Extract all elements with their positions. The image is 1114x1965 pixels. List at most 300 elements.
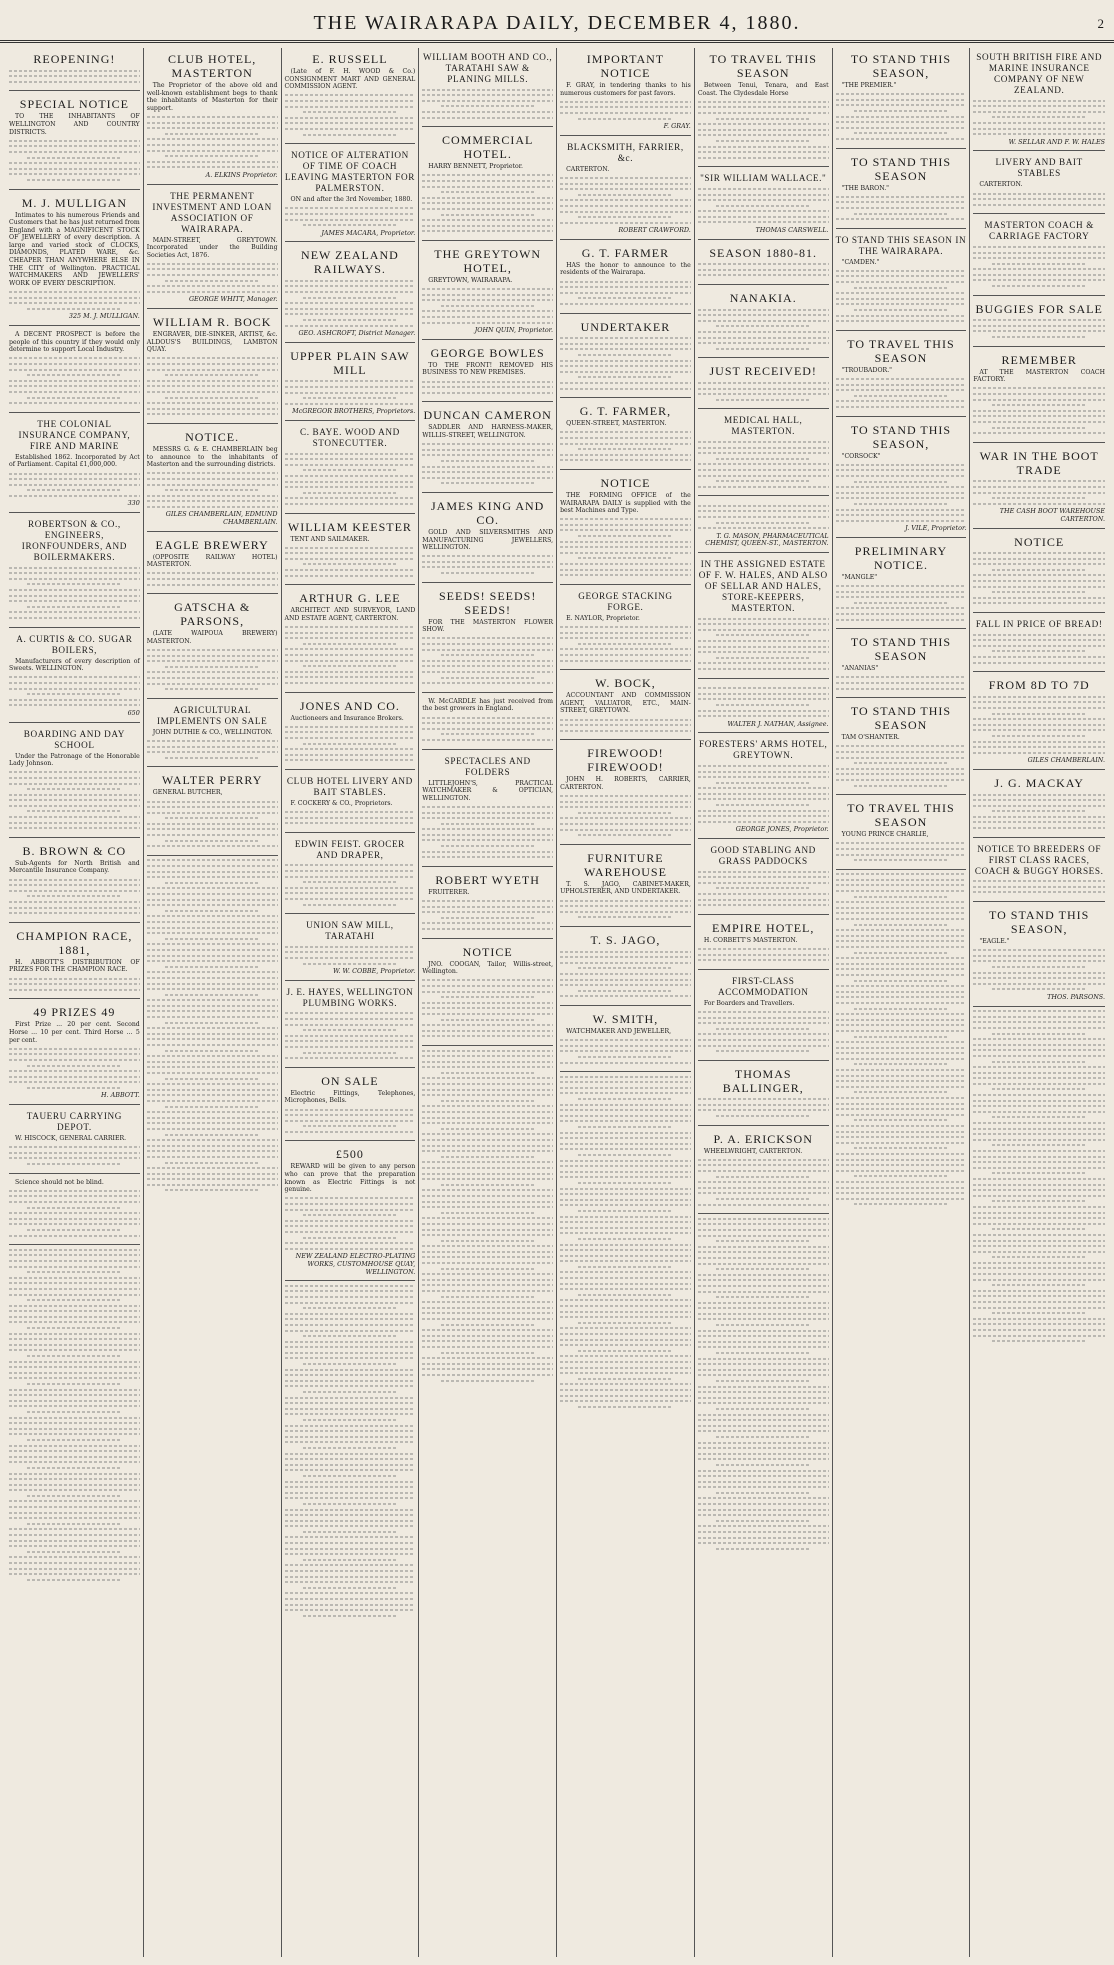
ad-body: MAIN-STREET, GREYTOWN. Incorporated under the Building Societies Act, 1876. (146, 236, 278, 259)
column-8 (970, 48, 1108, 1957)
ad-body: Intimates to his numerous Friends and Customers that he has just returned from England with a MAGNIFICENT STOCK OF JEWELLERY of every description. A large and varied stock of CLOCKS, DIAMONDS, PLATED WARE, &c. CHEAPER THAN ANYWHERE ELSE IN THE CITY of Wellington. PRACTICAL WATCHMAKERS AND JEWELLERS' WORK OF EVERY DESCRIPTION. (9, 211, 140, 287)
ad-heading: BOARDING AND DAY SCHOOL (23, 728, 125, 750)
advertisement (9, 925, 140, 1000)
ad-signature: GEO. ASHCROFT, District Manager. (298, 329, 416, 338)
ad-small-print (698, 441, 829, 488)
ad-small-print (973, 880, 1105, 893)
advertisement (147, 311, 278, 424)
ad-small-print (560, 900, 691, 919)
advertisement (560, 138, 691, 240)
ad-body: JOHN H. ROBERTS, CARRIER, CARTERTON. (560, 776, 691, 791)
advertisement (147, 187, 278, 310)
ad-body: JNO. COOGAN, Tailor, Willis-street, Wellington. (422, 960, 554, 976)
ad-heading: TO STAND THIS SEASON, (989, 908, 1090, 937)
ad-heading: LIVERY AND BAIT STABLES (995, 157, 1083, 179)
advertisement (285, 835, 416, 914)
ad-small-print (285, 547, 416, 577)
ad-heading: FIRST-CLASS ACCOMMODATION (717, 975, 809, 997)
ad-heading: W. SMITH, (592, 1011, 659, 1026)
advertisement (9, 415, 140, 513)
ad-small-print (422, 443, 553, 484)
ad-signature: JOHN QUIN, Proprietor. (474, 326, 554, 335)
advertisement (973, 298, 1105, 347)
ad-small-print (698, 1159, 829, 1206)
ad-small-print (147, 572, 278, 585)
ad-body: Manufacturers of every description of Sweets. WELLINGTON. (9, 657, 140, 673)
advertisement (147, 596, 278, 699)
ad-small-print (285, 626, 416, 684)
ad-heading: BUGGIES FOR SALE (975, 301, 1103, 316)
ad-small-print (147, 263, 278, 293)
advertisement (422, 495, 553, 583)
column-filler (9, 1249, 140, 1581)
ad-body: LITTLEJOHN'S, PRACTICAL WATCHMAKER & OPTICIAN, WELLINGTON. (422, 779, 554, 802)
ad-small-print (285, 1109, 416, 1133)
ad-small-print (422, 637, 553, 684)
ad-small-print (285, 1197, 416, 1249)
column-filler (836, 873, 967, 1205)
ad-heading: FALL IN PRICE OF BREAD! (975, 619, 1103, 630)
advertisement (836, 700, 967, 795)
ad-signature: W. SELLAR AND F. W. HALES (1008, 137, 1105, 146)
ad-signature: McGREGOR BROTHERS, Proprietors. (292, 407, 416, 416)
ad-signature: THOS. PARSONS. (1047, 992, 1105, 1001)
ad-body: ARCHITECT AND SURVEYOR, LAND AND ESTATE AGENT, CARTERTON. (284, 607, 416, 622)
ad-heading: MASTERTON COACH & CARRIAGE FACTORY (984, 220, 1094, 242)
ad-body: AT THE MASTERTON COACH FACTORY. (973, 368, 1105, 384)
ad-small-print (422, 381, 553, 394)
advertisement (698, 498, 829, 553)
ad-body: CARTERTON. (979, 181, 1023, 189)
advertisement (698, 1063, 829, 1126)
ad-body: "EAGLE." (979, 938, 1010, 946)
advertisement (973, 840, 1105, 902)
ad-heading: NOTICE OF ALTERATION OF TIME OF COACH LEAVING MASTERTON FOR PALMERSTON. (284, 150, 415, 194)
ad-signature: WALTER J. NATHAN, Assignee. (727, 719, 829, 728)
column-3 (282, 48, 420, 1957)
ad-small-print (422, 555, 553, 574)
ad-heading: EMPIRE HOTEL, (712, 920, 815, 935)
ad-small-print (285, 94, 416, 135)
ad-heading: GOOD STABLING AND GRASS PADDOCKS (710, 845, 816, 867)
ad-small-print (973, 387, 1105, 434)
ad-small-print (973, 193, 1105, 206)
ad-small-print (147, 649, 278, 690)
advertisement (422, 404, 553, 493)
ad-body: CARTERTON. (566, 165, 610, 173)
ad-signature: J. VILE, Proprietor. (905, 524, 967, 533)
advertisement (560, 742, 691, 845)
advertisement (698, 48, 829, 167)
ad-small-print (698, 505, 829, 529)
ad-body: "CAMDEN." (841, 258, 880, 266)
ad-heading: M. J. MULLIGAN (21, 195, 128, 210)
ad-heading: SOUTH BRITISH FIRE AND MARINE INSURANCE COMPANY OF NEW ZEALAND. (976, 52, 1103, 95)
ad-body: Auctioneers and Insurance Brokers. (290, 714, 404, 722)
advertisement (560, 587, 691, 670)
ad-body: Between Tenui, Tenara, and East Coast. The Clydesdale Horse (697, 82, 829, 97)
column-7 (833, 48, 971, 1957)
ad-heading: JAMES KING AND CO. (431, 498, 545, 527)
ad-small-print (973, 319, 1105, 338)
ad-heading: TO STAND THIS SEASON, (850, 422, 952, 451)
ad-heading: TO STAND THIS SEASON (850, 154, 952, 183)
advertisement (422, 869, 553, 939)
advertisement (560, 48, 691, 136)
advertisement (973, 216, 1105, 295)
masthead-rule (0, 42, 1114, 43)
ad-heading: NANAKIA. (729, 291, 797, 306)
ad-heading: SEEDS! SEEDS! SEEDS! (439, 588, 537, 617)
ad-heading: NEW ZEALAND RAILWAYS. (301, 248, 399, 277)
ad-small-print (422, 806, 553, 858)
ad-signature: THOMAS CARSWELL. (755, 226, 829, 235)
ad-heading: SPECIAL NOTICE (19, 97, 129, 112)
ad-small-print (285, 864, 416, 905)
ad-signature: 650 (127, 708, 140, 717)
ad-small-print (698, 948, 829, 961)
ad-body: GOLD AND SILVERSMITHS AND MANUFACTURING JEWELLERS, WELLINGTON. (422, 528, 554, 552)
ad-small-print (560, 101, 691, 120)
ad-body: TO THE INHABITANTS OF WELLINGTON AND COUNTRY DISTRICTS. (9, 113, 140, 136)
ad-heading: CLUB HOTEL, MASTERTON (167, 52, 257, 80)
column-filler (560, 1076, 691, 1408)
ad-small-print (147, 116, 278, 168)
ad-heading: JONES AND CO. (299, 698, 400, 713)
ad-body: QUEEN-STREET, MASTERTON. (566, 420, 667, 428)
advertisement (285, 48, 416, 144)
advertisement (973, 445, 1105, 529)
ad-small-print (285, 946, 416, 965)
advertisement (285, 772, 416, 833)
advertisement (973, 531, 1105, 614)
ad-body: WHEELWRIGHT, CARTERTON. (703, 1147, 803, 1155)
ad-small-print (560, 626, 691, 662)
ad-heading: WAR IN THE BOOT TRADE (979, 448, 1099, 477)
advertisement (836, 48, 967, 149)
ad-small-print (285, 811, 416, 824)
advertisement (285, 695, 416, 770)
ad-heading: WILLIAM KEESTER (287, 519, 412, 534)
ad-heading: G. T. FARMER (581, 245, 670, 260)
ad-small-print (698, 382, 829, 401)
ad-body: (Late of F. H. WOOD & Co.) CONSIGNMENT MART AND GENERAL COMMISSION AGENT. (284, 68, 416, 91)
advertisement (9, 1001, 140, 1105)
advertisement (9, 630, 140, 723)
ad-body: WATCHMAKER AND JEWELLER, (566, 1027, 672, 1035)
column-filler (698, 1218, 829, 1550)
ad-signature: NEW ZEALAND ELECTRO-PLATING WORKS, CUSTOMHOUSE QUAY, WELLINGTON. (295, 1252, 416, 1276)
ad-body: GREYTOWN, WAIRARAPA. (428, 276, 513, 284)
ad-heading: THE PERMANENT INVESTMENT AND LOAN ASSOCIATION OF WAIRARAPA. (152, 190, 272, 234)
ad-small-print (422, 89, 553, 119)
ad-body: JOHN DUTHIE & CO., WELLINGTON. (152, 728, 273, 736)
ad-signature: GILES CHAMBERLAIN. (1027, 756, 1105, 765)
masthead-title: THE WAIRARAPA DAILY, DECEMBER 4, 1880. (313, 12, 801, 34)
advertisement (698, 411, 829, 496)
ad-small-print (836, 270, 967, 322)
ad-heading: TO STAND THIS SEASON IN THE WAIRARAPA. (835, 234, 967, 256)
ad-body: A DECENT PROSPECT is before the people of this country if they would only determine to support Local Industry. (9, 331, 140, 354)
ad-body: For Boarders and Travellers. (703, 999, 795, 1007)
ad-signature: GEORGE JONES, Proprietor. (735, 825, 829, 834)
column-4 (419, 48, 557, 1957)
advertisement (9, 840, 140, 923)
advertisement (560, 472, 691, 585)
column-filler (422, 1050, 553, 1382)
ad-body: HARRY BENNETT, Proprietor. (428, 163, 524, 171)
advertisement (422, 129, 553, 241)
ad-small-print (9, 70, 140, 83)
ad-small-print (560, 951, 691, 998)
advertisement (698, 169, 829, 239)
ad-small-print (560, 431, 691, 461)
advertisement (422, 48, 553, 127)
column-filler (285, 1285, 416, 1617)
ad-small-print (973, 634, 1105, 664)
advertisement (285, 587, 416, 692)
advertisement (698, 841, 829, 915)
ad-small-print (147, 740, 278, 759)
ad-heading: IMPORTANT NOTICE (586, 52, 665, 80)
ad-heading: GEORGE BOWLES (430, 345, 545, 360)
advertisement (698, 972, 829, 1061)
ad-heading: TO TRAVEL THIS SEASON (847, 801, 955, 830)
ad-small-print (147, 801, 278, 848)
ad-body: "TROUBADOR." (841, 366, 893, 374)
ad-signature: GILES CHAMBERLAIN, EDMUND CHAMBERLAIN. (165, 510, 278, 527)
ad-small-print (836, 585, 967, 621)
advertisement (973, 772, 1105, 838)
ad-small-print (698, 871, 829, 907)
ad-heading: ARTHUR G. LEE (299, 591, 401, 606)
ad-body: "THE BARON." (841, 184, 890, 192)
ad-small-print (285, 726, 416, 762)
ad-heading: TO STAND THIS SEASON (850, 704, 952, 733)
advertisement (698, 242, 829, 285)
ad-body: (LATE WAIPOUA BREWERY) MASTERTON. (146, 630, 278, 645)
ad-heading: GATSCHA & PARSONS, (174, 600, 251, 629)
ad-heading: SEASON 1880-81. (709, 245, 818, 260)
ad-heading: THOMAS BALLINGER, (722, 1066, 804, 1095)
ad-small-print (9, 879, 140, 915)
advertisement (285, 983, 416, 1068)
ad-body: FOR THE MASTERTON FLOWER SHOW. (422, 618, 554, 634)
column-1 (6, 48, 144, 1957)
ad-small-print (9, 1190, 140, 1237)
ad-heading: FROM 8D TO 7D (988, 678, 1090, 693)
advertisement (9, 93, 140, 189)
ad-heading: EAGLE BREWERY (155, 537, 269, 552)
ad-small-print (560, 719, 691, 732)
ad-heading: TO STAND THIS SEASON (850, 635, 952, 664)
ad-heading: NOTICE (600, 475, 651, 490)
ad-small-print (560, 518, 691, 576)
ad-body: TAM O'SHANTER. (841, 734, 900, 742)
ad-body: "THE PREMIER." (841, 82, 897, 89)
column-filler (147, 859, 278, 1191)
ad-heading: WILLIAM R. BOCK (152, 315, 272, 330)
ad-heading: E. RUSSELL (312, 52, 388, 66)
ad-small-print (560, 1039, 691, 1063)
ad-small-print (9, 771, 140, 829)
ad-signature: A. ELKINS Proprietor. (205, 170, 278, 179)
ad-heading: THE COLONIAL INSURANCE COMPANY, FIRE AND MARINE (18, 418, 131, 451)
ad-body: ACCOUNTANT AND COMMISSION AGENT, VALUATOR, ETC., MAIN-STREET, GREYTOWN. (560, 692, 691, 715)
advertisement (422, 585, 553, 693)
ad-small-print (285, 453, 416, 505)
ad-signature: JAMES MACARA, Proprietor. (321, 228, 416, 237)
advertisement (698, 1128, 829, 1215)
column-5 (557, 48, 695, 1957)
ad-signature: H. ABBOTT. (101, 1091, 140, 1100)
ad-small-print (9, 291, 140, 310)
advertisement (9, 192, 140, 327)
ad-small-print (698, 765, 829, 823)
ad-heading: A. CURTIS & CO. SUGAR BOILERS, (16, 633, 133, 655)
ad-heading: WILLIAM BOOTH AND CO., TARATAHI SAW & PLANING MILLS. (423, 52, 553, 84)
ad-heading: P. A. ERICKSON (713, 1131, 813, 1146)
ad-heading: T. S. JAGO, (590, 933, 661, 947)
advertisement (836, 631, 967, 698)
ad-heading: WALTER PERRY (161, 773, 263, 788)
ad-small-print (285, 380, 416, 404)
ad-signature: F. GRAY. (663, 122, 691, 131)
advertisement (9, 48, 140, 91)
ad-signature: W. W. COBBE, Proprietor. (333, 967, 416, 976)
ad-heading: CLUB HOTEL LIVERY AND BAIT STABLES. (286, 775, 413, 797)
ad-body: T. S. JAGO, CABINET-MAKER, UPHOLSTERER, AND UNDERTAKER. (560, 880, 691, 896)
ad-small-print (836, 676, 967, 689)
advertisement-columns (6, 48, 1108, 1957)
ad-small-print (973, 100, 1105, 136)
ad-body: F. COCKERY & CO., Proprietors. (290, 799, 393, 807)
advertisement (9, 1107, 140, 1174)
ad-small-print (9, 140, 140, 181)
advertisement (973, 48, 1105, 151)
ad-heading: NOTICE. (185, 429, 240, 444)
advertisement (147, 534, 278, 595)
ad-small-print (285, 1012, 416, 1059)
ad-small-print (973, 794, 1105, 830)
ad-heading: £500 (335, 1147, 364, 1162)
ad-small-print (9, 1146, 140, 1165)
ad-heading: UNION SAW MILL, TARATAHI (306, 920, 394, 942)
ad-heading: THE GREYTOWN HOTEL, (434, 246, 542, 275)
ad-small-print (9, 357, 140, 404)
ad-heading: UPPER PLAIN SAW MILL (290, 348, 410, 377)
ad-small-print (836, 842, 967, 861)
ad-small-print (836, 464, 967, 522)
ad-heading: NOTICE (1014, 534, 1065, 549)
advertisement (560, 847, 691, 927)
advertisement (9, 328, 140, 413)
ad-body: H. CORBETT'S MASTERTON. (703, 936, 798, 944)
advertisement (9, 515, 140, 628)
ad-body: Sub-Agents for North British and Mercantile Insurance Company. (9, 859, 140, 875)
advertisement (422, 752, 553, 867)
ad-body: H. ABBOTT'S DISTRIBUTION OF PRIZES FOR THE CHAMPION RACE. (9, 958, 140, 974)
ad-small-print (147, 472, 278, 508)
ad-small-print (698, 1011, 829, 1052)
ad-heading: JUST RECEIVED! (709, 364, 817, 379)
ad-body: The Proprietor of the above old and well-known establishment begs to thank the inhabitants of Masterton for their support. (146, 82, 278, 112)
ad-body: Established 1862. Incorporated by Act of Parliament. Capital £1,000,000. (9, 453, 140, 469)
advertisement (698, 287, 829, 358)
ad-heading: G. T. FARMER, (579, 404, 672, 419)
ad-body: F. GRAY, in tendering thanks to his numerous customers for past favors. (560, 82, 691, 97)
ad-signature: 325 M. J. MULLIGAN. (68, 312, 140, 321)
ad-heading: ROBERT WYETH (435, 872, 540, 887)
ad-signature: GEORGE WHITT, Manager. (188, 295, 278, 304)
column-6 (695, 48, 833, 1957)
ad-small-print (422, 288, 553, 324)
ad-heading: MEDICAL HALL, MASTERTON. (724, 415, 803, 437)
ad-heading: SPECTACLES AND FOLDERS (444, 755, 531, 777)
ad-heading: AGRICULTURAL IMPLEMENTS ON SALE (156, 704, 268, 726)
ad-small-print (836, 378, 967, 408)
ad-body: GENERAL BUTCHER, (152, 789, 223, 797)
ad-small-print (422, 717, 553, 741)
ad-body: "MANGLE" (841, 573, 878, 581)
ad-small-print (973, 552, 1105, 604)
ad-body: HAS the honor to announce to the residents of the Wairarapa. (560, 261, 691, 277)
ad-body: Under the Patronage of the Honorable Lady Johnson. (9, 752, 140, 768)
ad-body: TO THE FRONT! REMOVED HIS BUSINESS TO NEW PREMISES. (422, 361, 554, 377)
advertisement (560, 1008, 691, 1072)
ad-small-print (698, 687, 829, 717)
ad-heading: J. G. MACKAY (994, 775, 1084, 790)
advertisement (285, 244, 416, 343)
advertisement (147, 701, 278, 768)
advertisement (560, 672, 691, 740)
ad-small-print (973, 949, 1105, 990)
ad-heading: IN THE ASSIGNED ESTATE OF F. W. HALES, AND ALSO OF SELLAR AND HALES, STORE-KEEPERS, MASTERTON. (698, 559, 828, 614)
ad-small-print (973, 480, 1105, 504)
advertisement (973, 904, 1105, 1007)
ad-heading: DUNCAN CAMERON (423, 408, 552, 423)
advertisement (285, 1070, 416, 1142)
ad-heading: J. E. HAYES, WELLINGTON PLUMBING WORKS. (286, 986, 414, 1008)
ad-body: W. McCARDLE has just received from the best growers in England. (422, 697, 554, 713)
advertisement (285, 1143, 416, 1281)
advertisement (147, 769, 278, 856)
advertisement (836, 333, 967, 417)
ad-body: "ANANIAS" (841, 665, 879, 673)
ad-body: Electric Fittings, Telephones, Microphones, Bells. (284, 1089, 416, 1105)
ad-heading: FIREWOOD! FIREWOOD! (587, 746, 664, 775)
advertisement (9, 1176, 140, 1246)
advertisement (285, 423, 416, 514)
ad-heading: CHAMPION RACE, 1881, (16, 928, 133, 957)
ad-small-print (9, 978, 140, 991)
advertisement (698, 917, 829, 970)
ad-heading: COMMERCIAL HOTEL. (442, 133, 534, 162)
ad-body: Science should not be blind. (15, 1178, 104, 1186)
ad-heading: GEORGE STACKING FORGE. (578, 590, 673, 612)
ad-body: ENGRAVER, DIE-SINKER, ARTIST, &c. ALDOUS'S BUILDINGS, LAMBTON QUAY. (146, 331, 278, 354)
advertisement (422, 243, 553, 340)
ad-small-print (698, 618, 829, 670)
ad-heading: C. BAYE. WOOD AND STONECUTTER. (300, 426, 400, 448)
ad-small-print (9, 1048, 140, 1089)
ad-heading: REMEMBER (1001, 352, 1077, 367)
ad-heading: NOTICE TO BREEDERS OF FIRST CLASS RACES, COACH & BUGGY HORSES. (974, 843, 1104, 876)
ad-heading: TAUERU CARRYING DEPOT. (26, 1111, 123, 1133)
ad-signature: T. G. MASON, PHARMACEUTICAL CHEMIST, QUEEN-ST., MASTERTON. (705, 531, 829, 548)
ad-heading: BLACKSMITH, FARRIER, &c. (567, 141, 684, 163)
ad-small-print (422, 979, 553, 1037)
